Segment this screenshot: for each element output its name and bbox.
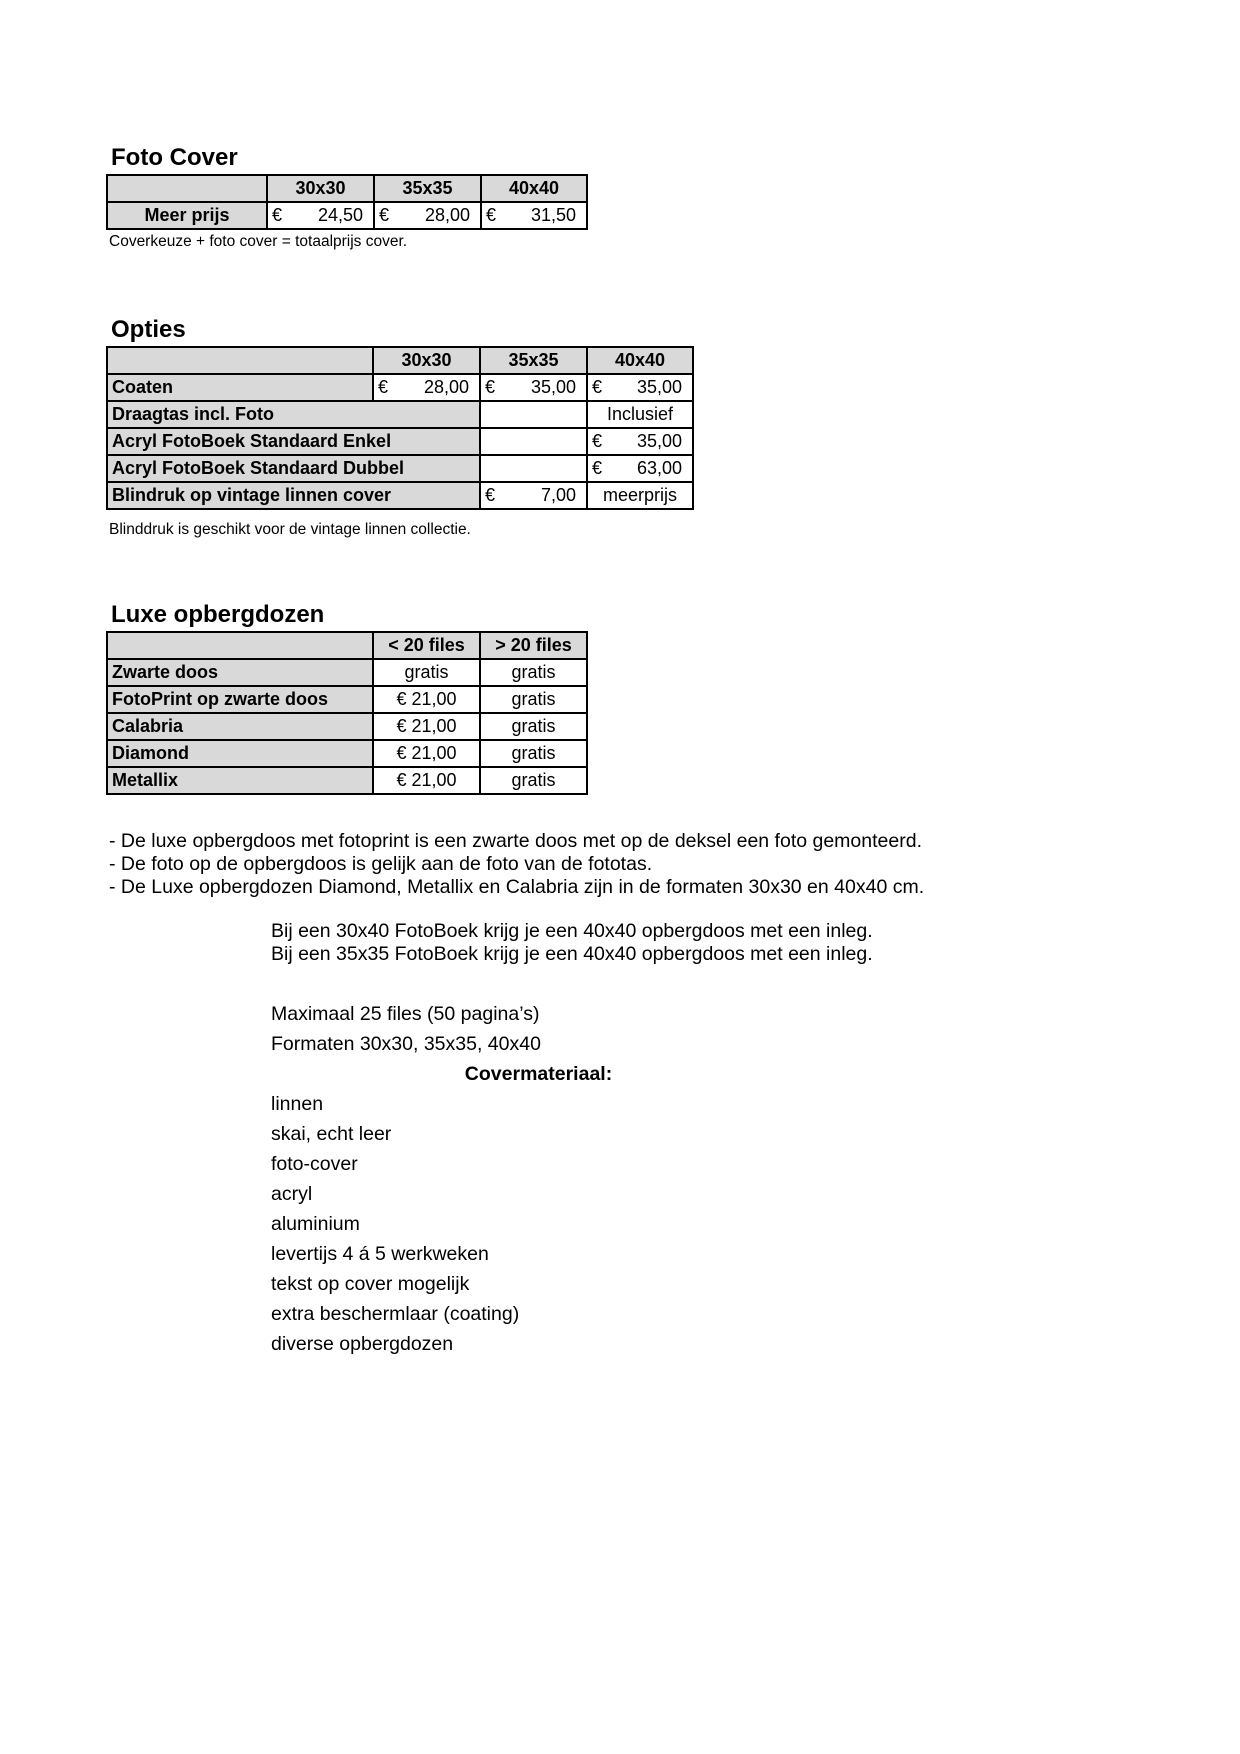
header-lt-20-files: < 20 files [373,632,480,659]
value-cell: € 21,00 [373,686,480,713]
row-label: Calabria [107,713,373,740]
note-line: - De foto op de opbergdoos is gelijk aan de foto van de fototas. [109,853,653,875]
opties-note: Blinddruk is geschikt voor de vintage linnen collectie. [109,521,471,538]
header-35x35: 35x35 [374,175,481,202]
table-row [107,374,693,401]
note-line: - De luxe opbergdoos met fotoprint is een zwarte doos met op de deksel een foto gemonteerd. [109,830,922,852]
opbergdozen-table [106,631,588,795]
opbergdoos-notes [109,830,924,899]
currency-symbol: € [485,485,496,505]
list-item: extra beschermlaar (coating) [271,1303,520,1325]
price-cell [480,374,587,401]
specs-list [271,999,541,1059]
table-row [107,428,693,455]
empty-cell [480,428,587,455]
table-row [107,767,587,794]
table-row [107,740,587,767]
features-list [271,1089,519,1359]
price-value: 31,50 [530,205,576,225]
value-cell: gratis [480,767,587,794]
opties-title: Opties [111,316,186,343]
currency-symbol: € [379,205,390,225]
value-cell: € 21,00 [373,740,480,767]
price-cell [373,374,480,401]
empty-header-cell [107,175,267,202]
opbergdozen-title: Luxe opbergdozen [111,601,325,628]
row-label-acryl-enkel: Acryl FotoBoek Standaard Enkel [107,428,480,455]
price-cell [481,202,587,229]
empty-cell [480,401,587,428]
value-cell: gratis [480,740,587,767]
price-value: 35,00 [530,377,576,397]
header-30x30: 30x30 [373,347,480,374]
covermateriaal-heading: Covermateriaal: [464,1063,613,1085]
list-item: diverse opbergdozen [271,1333,454,1355]
value-cell: gratis [480,659,587,686]
row-label: Diamond [107,740,373,767]
value-cell: gratis [480,713,587,740]
note-line: - De Luxe opbergdozen Diamond, Metallix en Calabria zijn in de formaten 30x30 en 40x40 cm. [109,876,925,898]
header-40x40: 40x40 [587,347,693,374]
table-header-row [107,175,587,202]
table-row [107,713,587,740]
price-value: 35,00 [636,431,682,451]
inleg-notes [271,920,873,966]
table-row [107,455,693,482]
empty-header-cell [107,632,373,659]
price-cell [587,455,693,482]
price-cell [480,482,587,509]
price-value: 63,00 [636,458,682,478]
foto-cover-table [106,174,588,230]
empty-cell [480,455,587,482]
currency-symbol: € [486,205,497,225]
table-row [107,686,587,713]
note-line: Bij een 35x35 FotoBoek krijg je een 40x40 opbergdoos met een inleg. [271,943,873,965]
row-label-meer-prijs: Meer prijs [107,202,267,229]
table-row [107,401,693,428]
list-item: foto-cover [271,1153,358,1175]
spec-line: Maximaal 25 files (50 pagina’s) [271,1003,540,1025]
price-value: 24,50 [317,205,363,225]
header-gt-20-files: > 20 files [480,632,587,659]
list-item: levertijs 4 á 5 werkweken [271,1243,489,1265]
header-30x30: 30x30 [267,175,374,202]
table-header-row [107,632,587,659]
currency-symbol: € [378,377,389,397]
value-cell: gratis [480,686,587,713]
currency-symbol: € [592,458,603,478]
currency-symbol: € [592,377,603,397]
list-item: aluminium [271,1213,360,1235]
value-cell: gratis [373,659,480,686]
value-cell: € 21,00 [373,767,480,794]
row-label: FotoPrint op zwarte doos [107,686,373,713]
inclusief-cell: Inclusief [587,401,693,428]
row-label: Metallix [107,767,373,794]
price-value: 7,00 [540,485,576,505]
empty-header-cell [107,347,373,374]
header-40x40: 40x40 [481,175,587,202]
row-label-acryl-dubbel: Acryl FotoBoek Standaard Dubbel [107,455,480,482]
table-header-row [107,347,693,374]
list-item: linnen [271,1093,324,1115]
row-label-coaten: Coaten [107,374,373,401]
currency-symbol: € [592,431,603,451]
foto-cover-note: Coverkeuze + foto cover = totaalprijs cover. [109,233,408,250]
value-cell: € 21,00 [373,713,480,740]
price-cell [587,374,693,401]
currency-symbol: € [272,205,283,225]
table-row [107,482,693,509]
price-value: 28,00 [424,205,470,225]
currency-symbol: € [485,377,496,397]
row-label-draagtas: Draagtas incl. Foto [107,401,480,428]
price-value: 28,00 [423,377,469,397]
list-item: tekst op cover mogelijk [271,1273,470,1295]
header-35x35: 35x35 [480,347,587,374]
price-cell [374,202,481,229]
table-row [107,659,587,686]
price-cell [267,202,374,229]
row-label-blindruk: Blindruk op vintage linnen cover [107,482,480,509]
price-cell [587,428,693,455]
price-value: 35,00 [636,377,682,397]
list-item: skai, echt leer [271,1123,392,1145]
foto-cover-title: Foto Cover [111,144,238,171]
list-item: acryl [271,1183,313,1205]
table-row [107,202,587,229]
row-label: Zwarte doos [107,659,373,686]
spec-line: Formaten 30x30, 35x35, 40x40 [271,1033,541,1055]
meerprijs-cell: meerprijs [587,482,693,509]
note-line: Bij een 30x40 FotoBoek krijg je een 40x40 opbergdoos met een inleg. [271,920,873,942]
opties-table [106,346,694,510]
